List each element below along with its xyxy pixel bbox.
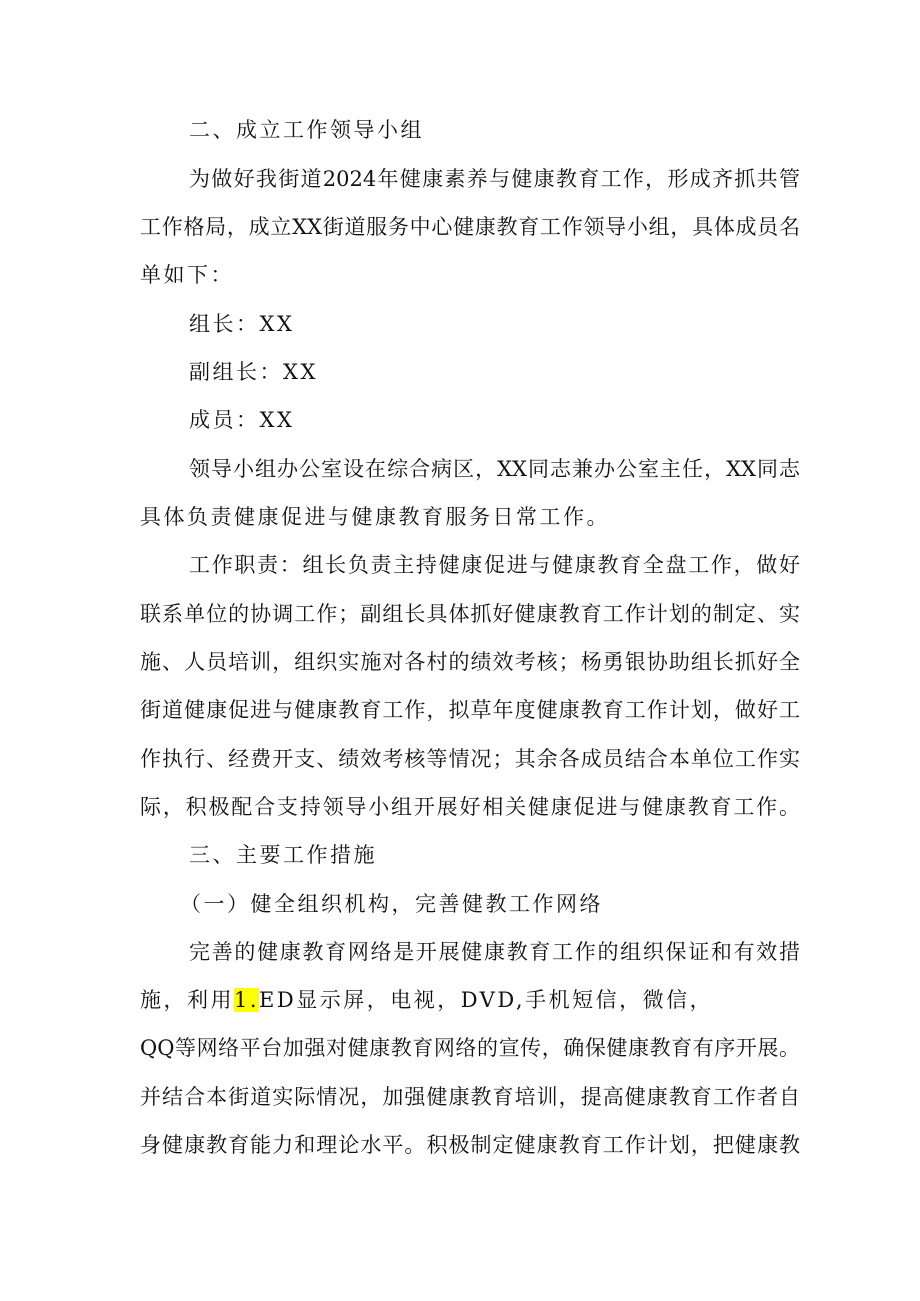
para4-line5: 身健康教育能力和理论水平。积极制定健康教育工作计划，把健康教 <box>140 1133 800 1157</box>
para4-line2-pre: 施，利用 <box>140 988 234 1012</box>
subsection-heading-1: （一）健全组织机构，完善健教工作网络 <box>180 892 603 916</box>
leader-line: 组长：XX <box>189 312 295 336</box>
para3-line4: 街道健康促进与健康教育工作，拟草年度健康教育工作计划，做好工 <box>140 698 800 722</box>
para1-line2: 工作格局，成立XX街道服务中心健康教育工作领导小组，具体成员名 <box>140 215 800 239</box>
highlighted-text: 1. <box>234 988 260 1012</box>
para3-line1: 工作职责：组长负责主持健康促进与健康教育全盘工作，做好 <box>189 553 800 577</box>
para4-line2 <box>140 984 800 1016</box>
para3-line3: 施、人员培训，组织实施对各村的绩效考核；杨勇银协助组长抓好全 <box>140 650 800 674</box>
para4-line1: 完善的健康教育网络是开展健康教育工作的组织保证和有效措 <box>189 940 800 964</box>
para2-line1: 领导小组办公室设在综合病区，XX同志兼办公室主任，XX同志 <box>189 457 800 481</box>
para3-line6: 际，积极配合支持领导小组开展好相关健康促进与健康教育工作。 <box>140 795 800 819</box>
deputy-leader-line: 副组长：XX <box>189 360 318 384</box>
para3-line2: 联系单位的协调工作；副组长具体抓好健康教育工作计划的制定、实 <box>140 602 800 626</box>
para4-line3: QQ等网络平台加强对健康教育网络的宣传，确保健康教育有序开展。 <box>140 1036 800 1060</box>
para3-line5: 作执行、经费开支、绩效考核等情况；其余各成员结合本单位工作实 <box>140 747 800 771</box>
para4-line2-post: ED显示屏，电视，DVD,手机短信，微信， <box>259 988 714 1012</box>
para1-line1: 为做好我街道2024年健康素养与健康教育工作，形成齐抓共管 <box>189 167 800 191</box>
section-heading-2: 二、成立工作领导小组 <box>189 118 424 142</box>
para2-line2: 具体负责健康促进与健康教育服务日常工作。 <box>140 505 610 529</box>
para4-line4: 并结合本街道实际情况，加强健康教育培训，提高健康教育工作者自 <box>140 1085 800 1109</box>
section-heading-3: 三、主要工作措施 <box>189 843 377 867</box>
members-line: 成员：XX <box>189 408 295 432</box>
para1-line3: 单如下： <box>140 263 234 287</box>
